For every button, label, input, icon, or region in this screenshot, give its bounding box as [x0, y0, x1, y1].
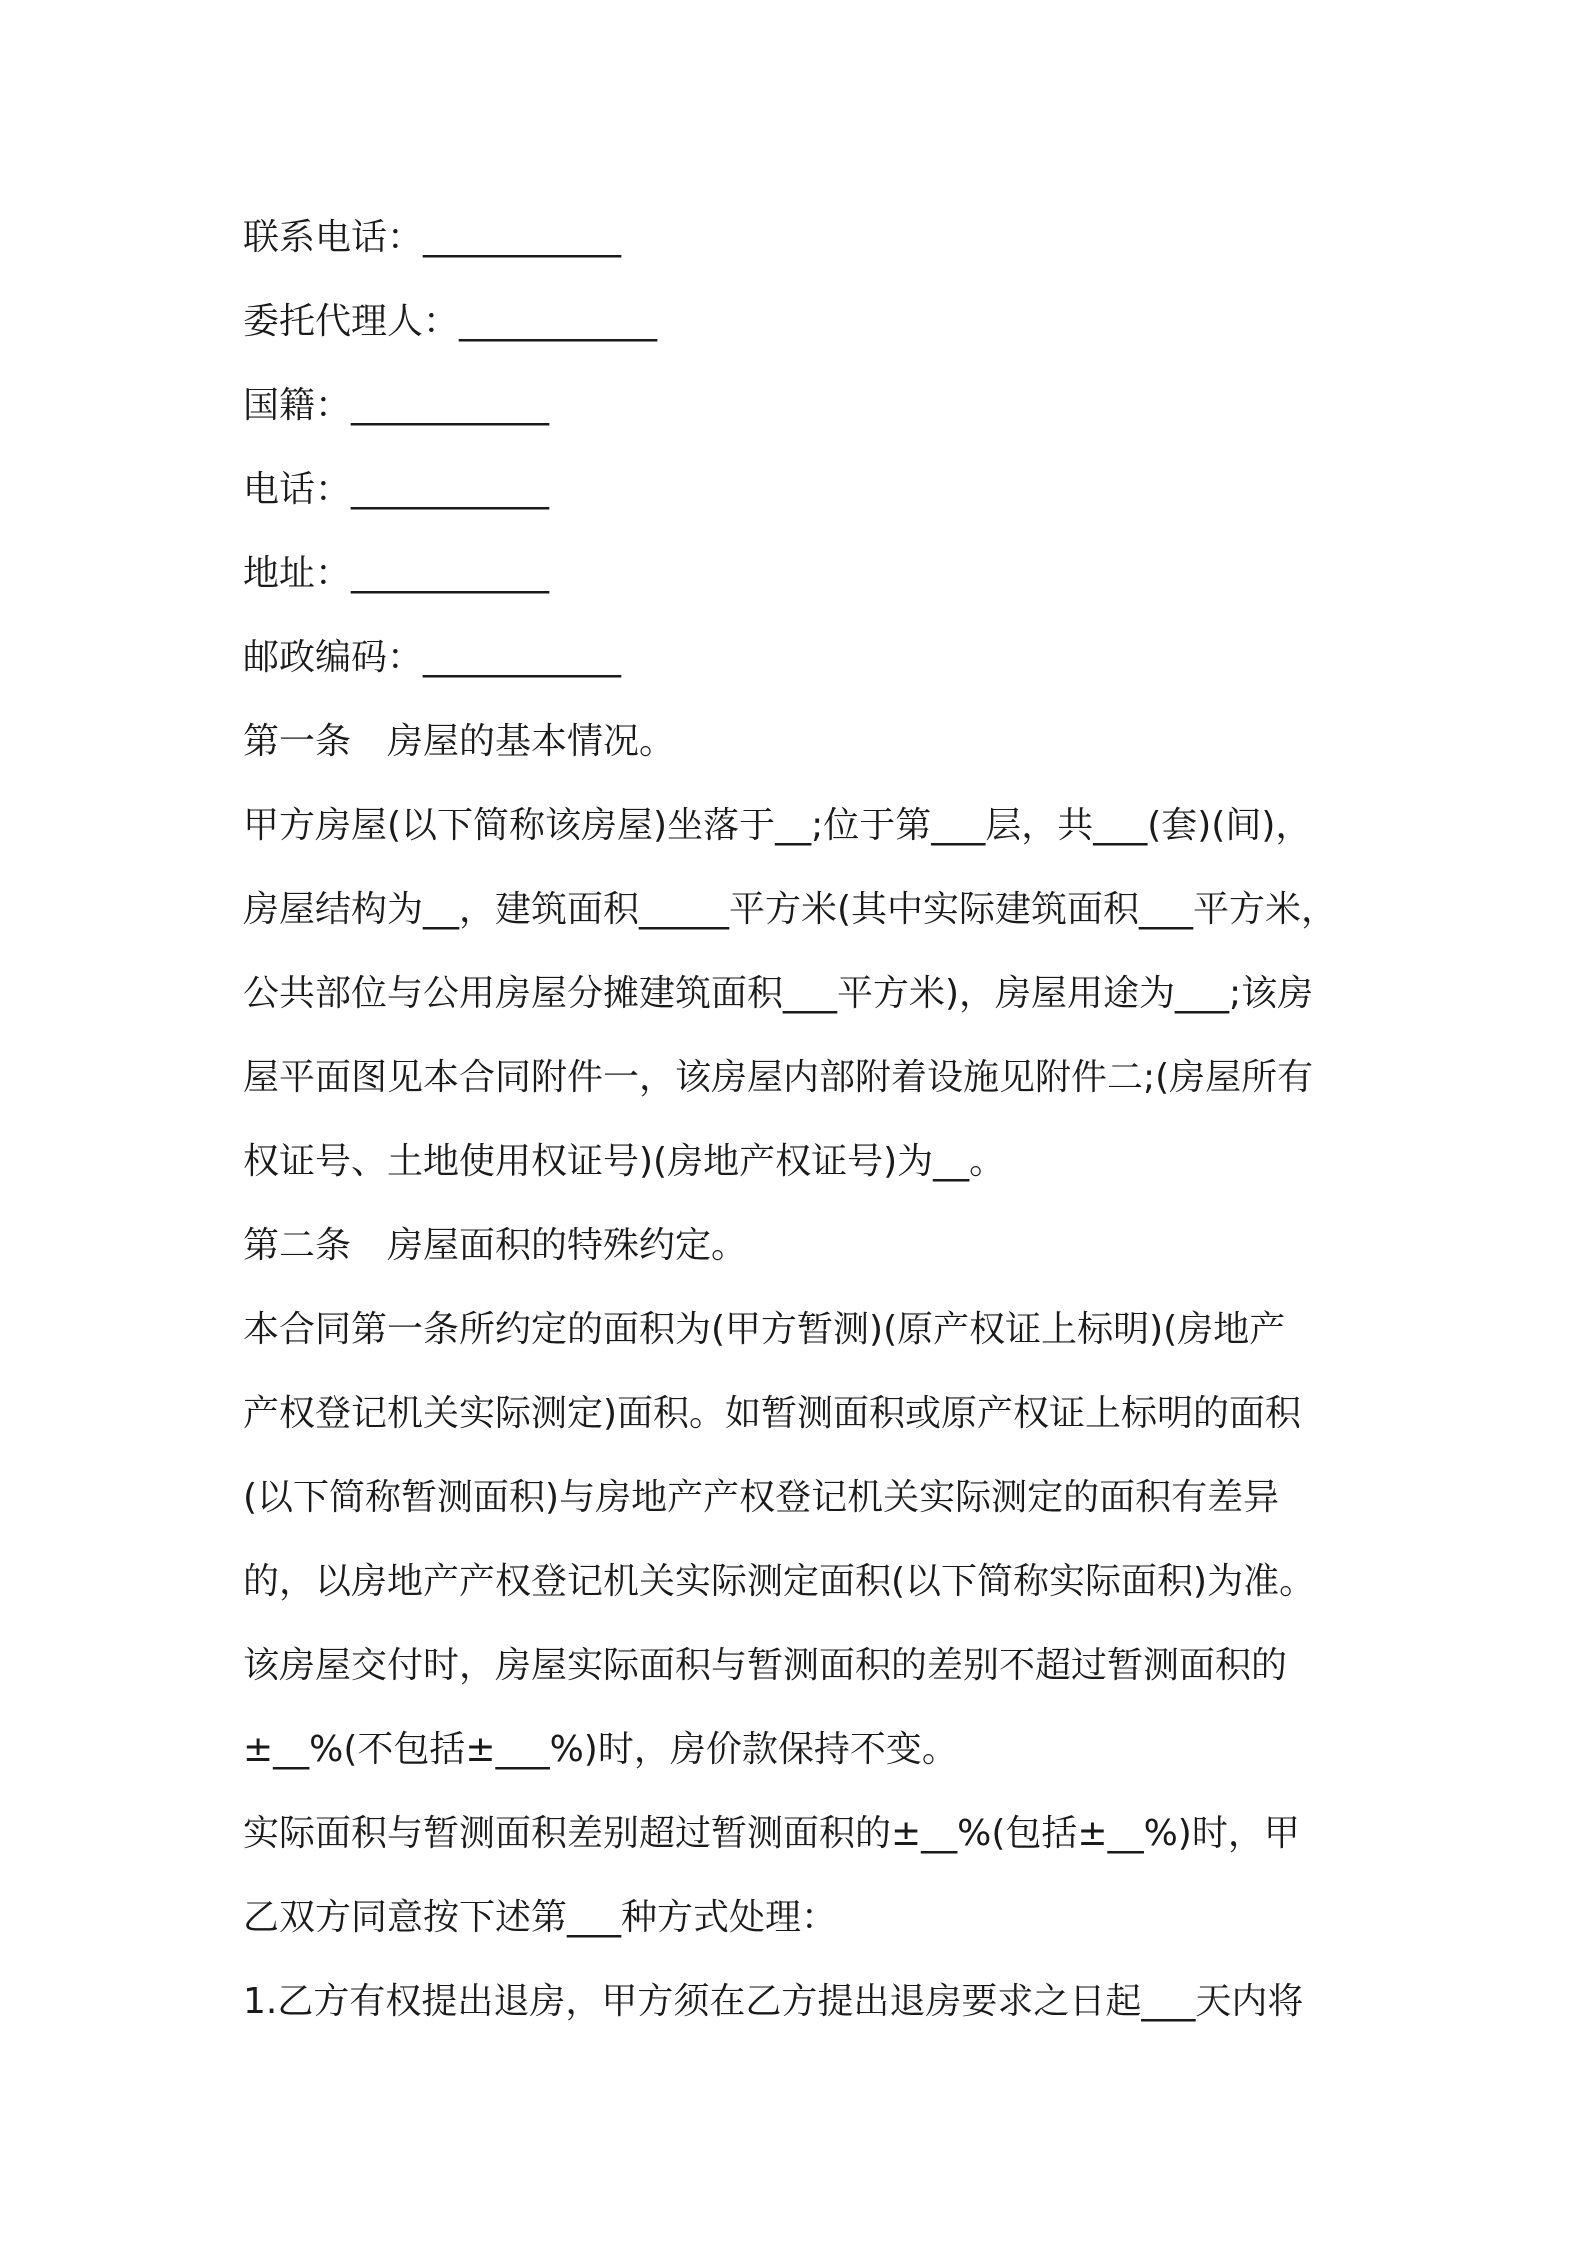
- nationality-line: 国籍：___________: [243, 385, 550, 426]
- address-line: 地址：___________: [243, 553, 550, 594]
- article-1-text-line: 权证号、土地使用权证号)(房地产权证号)为__。: [243, 1141, 1006, 1182]
- article-2-text-line: 本合同第一条所约定的面积为(甲方暂测)(原产权证上标明)(房地产: [243, 1309, 1286, 1350]
- article-2-text-line: 乙双方同意按下述第___种方式处理：: [243, 1897, 838, 1938]
- article-1-text-line: 公共部位与公用房屋分摊建筑面积___平方米)，房屋用途为___;该房: [243, 973, 1314, 1014]
- contact-phone-line: 联系电话：___________: [243, 217, 622, 258]
- postal-code-line: 邮政编码：___________: [243, 637, 622, 678]
- article-2-text-line: 实际面积与暂测面积差别超过暂测面积的±__%(包括±__%)时，甲: [243, 1813, 1300, 1854]
- article-2-option-1-line: 1.乙方有权提出退房，甲方须在乙方提出退房要求之日起___天内将: [243, 1981, 1304, 2022]
- document-body: [243, 196, 1363, 2044]
- article-2-text-line: ±__%(不包括±___%)时，房价款保持不变。: [243, 1729, 958, 1770]
- article-1-text-line: 甲方房屋(以下简称该房屋)坐落于__;位于第___层，共___(套)(间)，: [243, 805, 1312, 846]
- article-2-heading: 第二条 房屋面积的特殊约定。: [243, 1225, 748, 1266]
- article-2-text-line: 该房屋交付时，房屋实际面积与暂测面积的差别不超过暂测面积的: [243, 1645, 1288, 1686]
- article-2-text-line: 的，以房地产产权登记机关实际测定面积(以下简称实际面积)为准。: [243, 1561, 1316, 1602]
- phone-line: 电话：___________: [243, 469, 550, 510]
- agent-line: 委托代理人：___________: [243, 301, 658, 342]
- article-1-text-line: 屋平面图见本合同附件一，该房屋内部附着设施见附件二;(房屋所有: [243, 1057, 1314, 1098]
- article-2-text-line: (以下简称暂测面积)与房地产产权登记机关实际测定的面积有差异: [243, 1477, 1280, 1518]
- article-2-text-line: 产权登记机关实际测定)面积。如暂测面积或原产权证上标明的面积: [243, 1393, 1302, 1434]
- article-1-text-line: 房屋结构为__，建筑面积_____平方米(其中实际建筑面积___平方米，: [243, 889, 1338, 930]
- article-1-heading: 第一条 房屋的基本情况。: [243, 721, 676, 762]
